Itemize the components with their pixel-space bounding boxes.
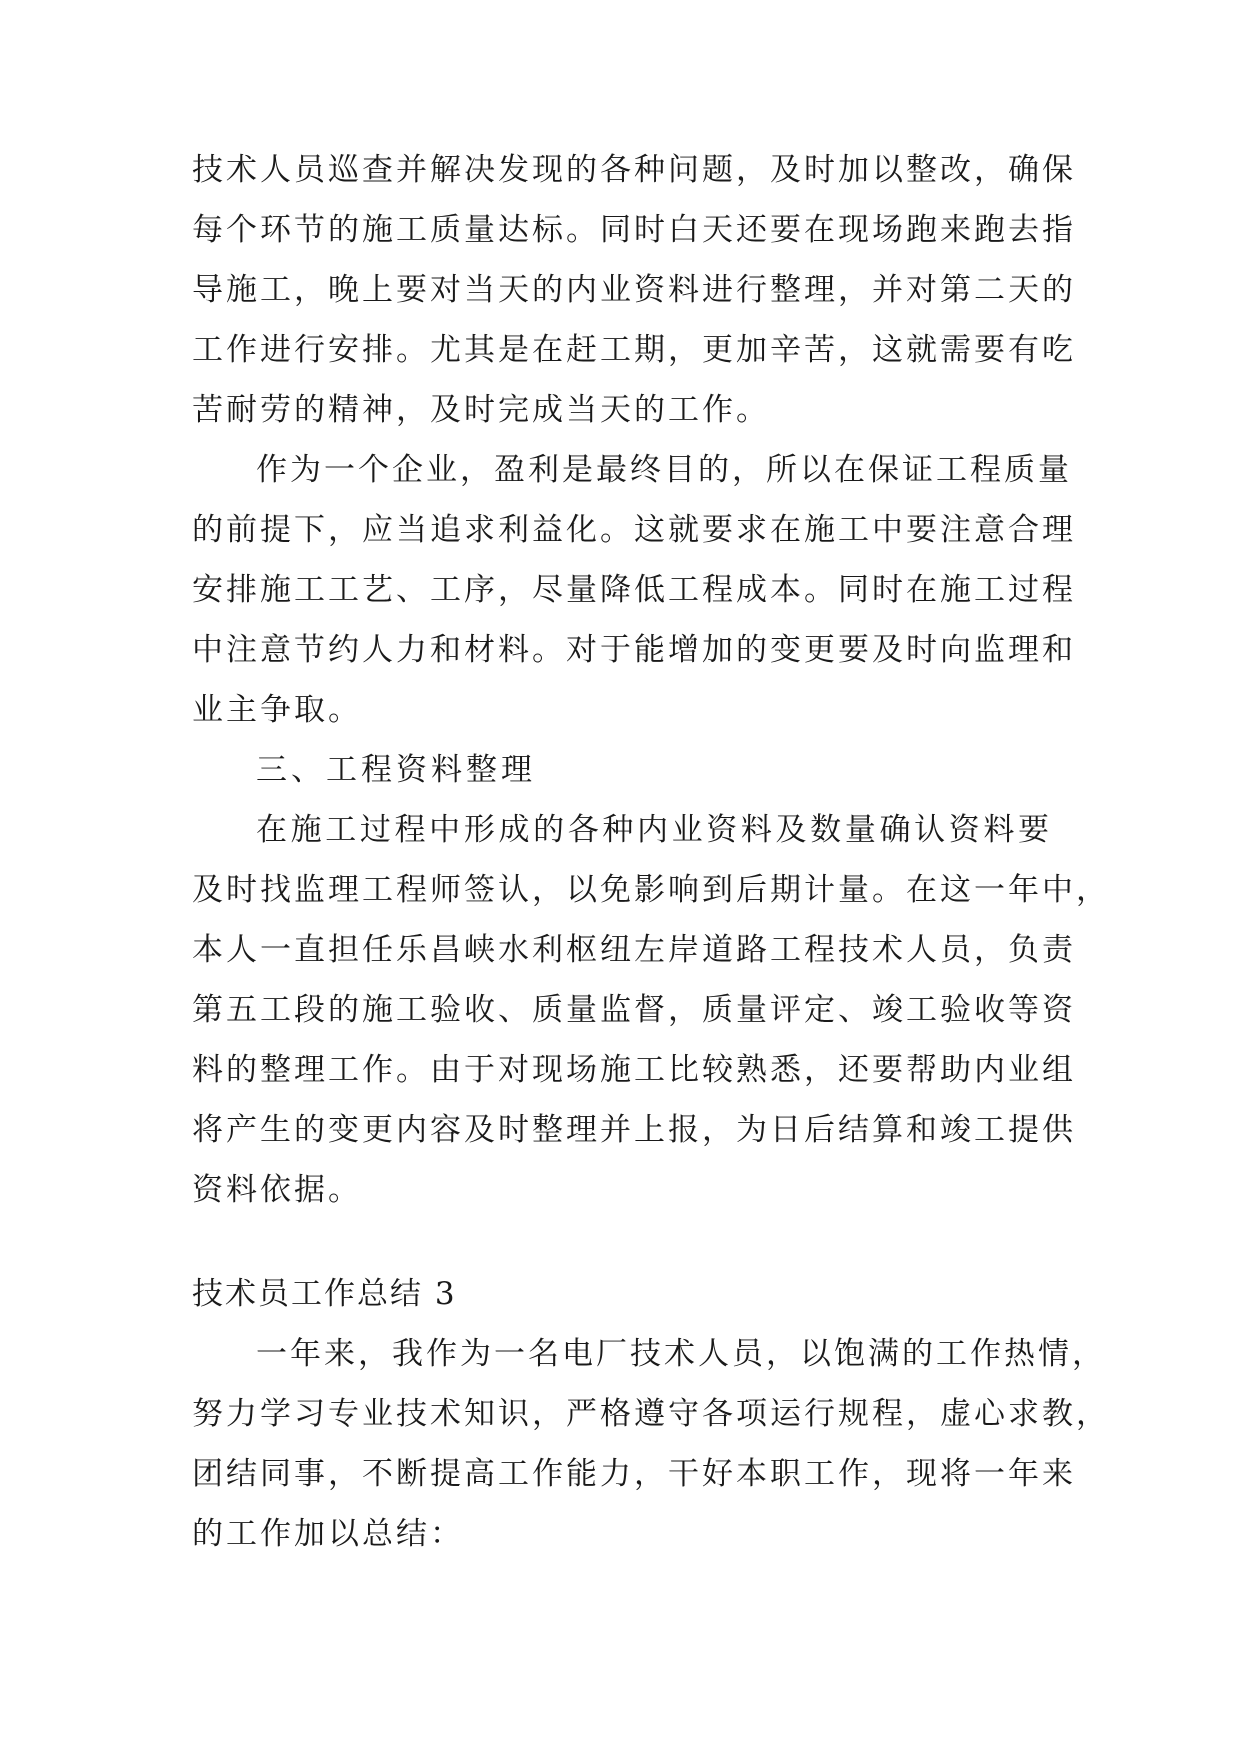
paragraph-line: 资料依据。 (192, 1172, 362, 1208)
paragraph-line: 在施工过程中形成的各种内业资料及数量确认资料要 (256, 812, 1052, 848)
paragraph-line: 的工作加以总结： (192, 1516, 464, 1552)
paragraph-line: 技术人员巡查并解决发现的各种问题，及时加以整改，确保 (192, 152, 1076, 188)
paragraph-line: 本人一直担任乐昌峡水利枢纽左岸道路工程技术人员，负责 (192, 932, 1076, 968)
paragraph-line: 团结同事，不断提高工作能力，干好本职工作，现将一年来 (192, 1456, 1076, 1492)
paragraph-line: 的前提下，应当追求利益化。这就要求在施工中要注意合理 (192, 512, 1076, 548)
paragraph-line: 将产生的变更内容及时整理并上报，为日后结算和竣工提供 (192, 1112, 1076, 1148)
paragraph-line: 苦耐劳的精神，及时完成当天的工作。 (192, 392, 770, 428)
paragraph-line: 工作进行安排。尤其是在赶工期，更加辛苦，这就需要有吃 (192, 332, 1076, 368)
paragraph-line: 导施工，晚上要对当天的内业资料进行整理，并对第二天的 (192, 272, 1076, 308)
paragraph-line: 料的整理工作。由于对现场施工比较熟悉，还要帮助内业组 (192, 1052, 1076, 1088)
paragraph-line: 作为一个企业，盈利是最终目的，所以在保证工程质量 (256, 452, 1072, 488)
paragraph-line: 第五工段的施工验收、质量监督，质量评定、竣工验收等资 (192, 992, 1076, 1028)
paragraph-line: 中注意节约人力和材料。对于能增加的变更要及时向监理和 (192, 632, 1076, 668)
paragraph-line: 一年来，我作为一名电厂技术人员，以饱满的工作热情， (256, 1336, 1106, 1372)
section-heading: 三、工程资料整理 (256, 752, 536, 788)
paragraph-line: 业主争取。 (192, 692, 362, 728)
paragraph-line: 每个环节的施工质量达标。同时白天还要在现场跑来跑去指 (192, 212, 1076, 248)
paragraph-line: 努力学习专业技术知识，严格遵守各项运行规程，虚心求教， (192, 1396, 1110, 1432)
paragraph-line: 安排施工工艺、工序，尽量降低工程成本。同时在施工过程 (192, 572, 1076, 608)
paragraph-line: 及时找监理工程师签认，以免影响到后期计量。在这一年中， (192, 872, 1110, 908)
section-title: 技术员工作总结 3 (192, 1276, 457, 1312)
